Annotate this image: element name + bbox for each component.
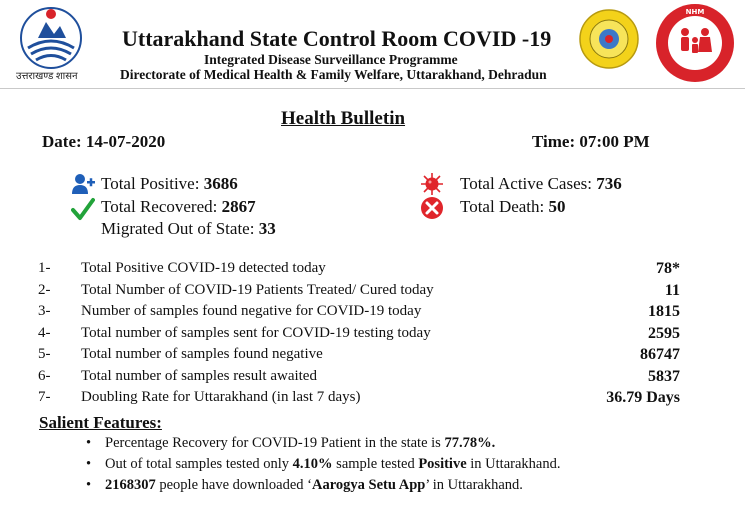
total-recovered-label: Total Recovered: — [101, 197, 218, 216]
table-row — [38, 346, 684, 367]
row-number: 2- — [38, 282, 51, 298]
salient-heading: Salient Features: — [39, 413, 162, 432]
row-number: 1- — [38, 260, 51, 276]
row-number: 4- — [38, 325, 51, 341]
total-death — [460, 197, 566, 217]
migrated-out — [101, 219, 276, 239]
death-label: Total Death: — [460, 197, 545, 216]
row-description: Total number of samples sent for COVID-19 testing today — [81, 325, 431, 341]
idsp-logo — [578, 8, 640, 70]
total-active — [460, 174, 622, 194]
table-row — [38, 282, 684, 303]
row-number: 7- — [38, 389, 51, 405]
govt-caption: उत्तराखण्ड शासन — [16, 71, 78, 82]
total-positive-value: 3686 — [203, 174, 238, 193]
row-value: 11 — [664, 282, 680, 299]
directorate-subtitle: Directorate of Medical Health & Family Welfare, Uttarakhand, Dehradun — [120, 67, 547, 82]
row-description: Total number of samples result awaited — [81, 368, 317, 384]
bulletin-time: Time: 07:00 PM — [532, 132, 650, 151]
nhm-logo — [654, 2, 736, 84]
bullet-text: Percentage Recovery for COVID-19 Patient in the state is 77.78%. — [105, 435, 496, 451]
total-recovered-value: 2867 — [221, 197, 256, 216]
row-value: 5837 — [648, 368, 680, 385]
row-number: 3- — [38, 303, 51, 319]
bulletin-heading: Health Bulletin — [281, 108, 406, 129]
row-value: 1815 — [648, 303, 680, 320]
row-number: 6- — [38, 368, 51, 384]
table-row — [38, 325, 684, 346]
row-description: Total Number of COVID-19 Patients Treated/ Cured today — [81, 282, 434, 298]
total-recovered — [101, 197, 256, 217]
row-value: 78* — [656, 260, 680, 277]
total-positive — [101, 174, 238, 194]
row-value: 86747 — [640, 346, 680, 363]
bullet-dot: • — [86, 477, 92, 493]
bulletin-date: Date: 14-07-2020 — [42, 132, 166, 151]
row-value: 2595 — [648, 325, 680, 342]
row-description: Total number of samples found negative — [81, 346, 323, 362]
program-subtitle: Integrated Disease Surveillance Programme — [204, 52, 458, 67]
bullet-text: 2168307 people have downloaded ‘Aarogya Setu App’ in Uttarakhand. — [105, 477, 523, 493]
active-label: Total Active Cases: — [460, 174, 592, 193]
bullet-dot: • — [86, 435, 92, 451]
svg-text:NHM: NHM — [685, 8, 705, 16]
row-description: Total Positive COVID-19 detected today — [81, 260, 326, 276]
table-row — [38, 389, 684, 410]
row-description: Doubling Rate for Uttarakhand (in last 7 days) — [81, 389, 361, 405]
add-person-icon — [71, 172, 95, 196]
active-value: 736 — [596, 174, 622, 193]
migrated-label: Migrated Out of State: — [101, 219, 255, 238]
bullet-text: Out of total samples tested only 4.10% sample tested Positive in Uttarakhand. — [105, 456, 561, 472]
row-description: Number of samples found negative for COVID-19 today — [81, 303, 422, 319]
header-divider — [0, 88, 745, 89]
virus-icon — [420, 172, 444, 196]
total-positive-label: Total Positive: — [101, 174, 200, 193]
check-icon — [71, 197, 95, 221]
table-row — [38, 260, 684, 281]
cross-circle-icon — [420, 196, 444, 220]
row-value: 36.79 Days — [606, 389, 680, 406]
table-row — [38, 303, 684, 324]
table-row — [38, 368, 684, 389]
row-number: 5- — [38, 346, 51, 362]
death-value: 50 — [548, 197, 566, 216]
bullet-dot: • — [86, 456, 92, 472]
page-title: Uttarakhand State Control Room COVID -19 — [122, 26, 552, 51]
migrated-value: 33 — [258, 219, 276, 238]
